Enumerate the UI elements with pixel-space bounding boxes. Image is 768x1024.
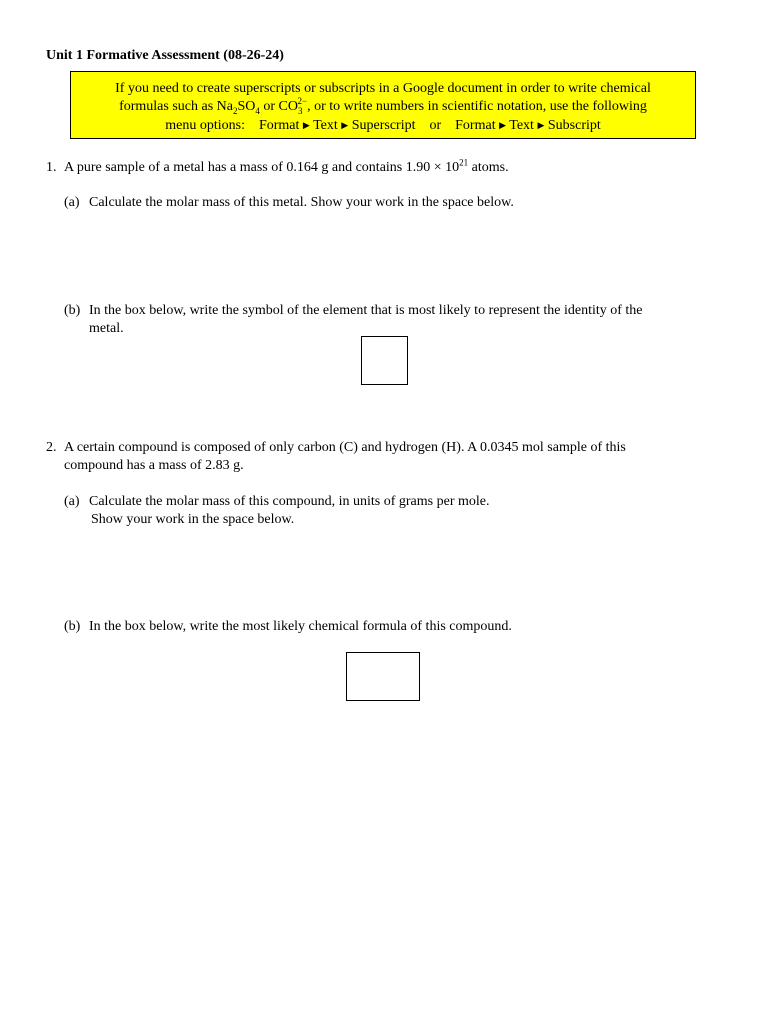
part-text-line: Show your work in the space below. xyxy=(91,512,295,527)
part-label: (a) xyxy=(64,195,80,210)
menu-text: Text xyxy=(313,118,338,133)
menu-subscript: Subscript xyxy=(547,118,601,133)
instruction-notice xyxy=(70,71,696,139)
question-text xyxy=(64,439,696,475)
question-text-part: A pure sample of a metal has a mass of 0.164 g and contains 1.90 × 10 xyxy=(64,160,460,175)
question-text-part: atoms. xyxy=(468,160,509,175)
notice-line-3 xyxy=(71,116,695,135)
answer-box-1b[interactable] xyxy=(361,336,408,385)
question-1a xyxy=(64,194,696,212)
menu-format: Format xyxy=(455,118,496,133)
question-text-line: compound has a mass of 2.83 g. xyxy=(64,458,244,473)
part-text: In the box below, write the most likely chemical formula of this compound. xyxy=(89,619,512,634)
part-text-line: In the box below, write the symbol of the element that is most likely to represent the identity of the xyxy=(89,303,643,318)
question-number: 2. xyxy=(46,440,57,455)
part-text-line: Calculate the molar mass of this compound, in units of grams per mole. xyxy=(89,494,490,509)
superscript: 21 xyxy=(459,157,469,168)
subscript: 2 xyxy=(232,105,238,116)
question-text-line: A certain compound is composed of only carbon (C) and hydrogen (H). A 0.0345 mol sample of this xyxy=(64,440,626,455)
page-title: Unit 1 Formative Assessment (08-26-24) xyxy=(46,48,284,63)
arrow-right-icon: ▶ xyxy=(302,120,310,130)
question-2b xyxy=(64,618,696,636)
part-label: (b) xyxy=(64,619,81,634)
question-2 xyxy=(46,439,696,475)
menu-text: Text xyxy=(509,118,534,133)
question-1b xyxy=(64,302,696,338)
question-text xyxy=(64,159,696,177)
notice-line-1: If you need to create superscripts or subscripts in a Google document in order to write chemical xyxy=(115,81,651,96)
arrow-right-icon: ▶ xyxy=(537,120,545,130)
notice-text: menu options: xyxy=(165,118,245,133)
answer-box-2b[interactable] xyxy=(346,652,420,701)
subscript: 4 xyxy=(255,105,260,116)
superscript: 2− xyxy=(297,96,308,107)
part-label: (b) xyxy=(64,303,81,318)
menu-format: Format xyxy=(258,118,300,133)
question-number: 1. xyxy=(46,160,57,175)
notice-text: SO xyxy=(237,99,256,114)
notice-or: or xyxy=(429,118,442,133)
arrow-right-icon: ▶ xyxy=(341,120,349,130)
menu-superscript: Superscript xyxy=(351,118,416,133)
notice-text: , or to write numbers in scientific notation, use the following xyxy=(307,99,647,114)
notice-text: formulas such as Na xyxy=(119,99,233,114)
subscript: 3 xyxy=(298,105,303,116)
part-text-line: metal. xyxy=(89,321,124,336)
part-text: Calculate the molar mass of this metal. Show your work in the space below. xyxy=(89,195,514,210)
part-text xyxy=(89,302,696,338)
part-text xyxy=(89,493,696,529)
notice-text: or CO xyxy=(259,99,299,114)
question-2a xyxy=(64,493,696,529)
notice-line-2 xyxy=(71,98,695,116)
question-1 xyxy=(46,159,696,177)
arrow-right-icon: ▶ xyxy=(499,120,507,130)
part-label: (a) xyxy=(64,494,80,509)
